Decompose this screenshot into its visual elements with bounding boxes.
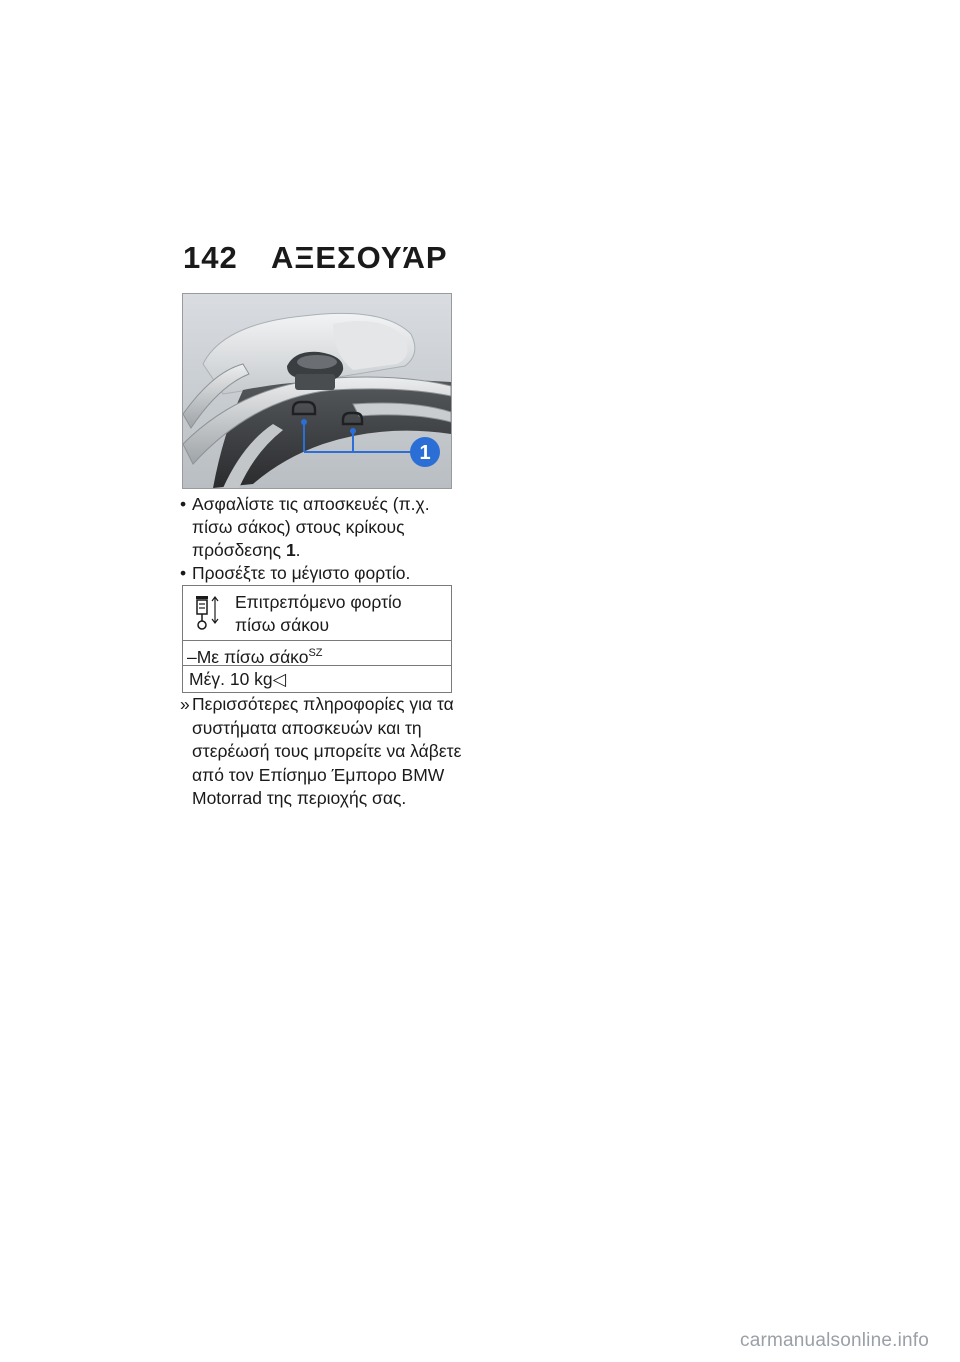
page-header (183, 240, 473, 280)
spec-condition-code: SZ (308, 647, 323, 659)
list-item (180, 493, 465, 562)
spec-table-header (183, 586, 451, 641)
instruction-list (180, 493, 465, 585)
end-marker-icon: ◁ (272, 669, 287, 689)
luggage-rack-illustration (182, 293, 452, 489)
note-marker: » (180, 694, 190, 714)
spec-title: Επιτρεπόμενο φορτίο πίσω σάκου (235, 592, 402, 635)
spec-condition (183, 641, 451, 666)
callout-label: 1 (419, 442, 431, 464)
weight-load-icon (195, 594, 219, 632)
spec-condition-text: –Με πίσω σάκο (187, 647, 309, 667)
luggage-rack-drawing (183, 294, 451, 488)
list-item-text: Προσέξτε το μέγιστο φορτίο. (192, 563, 411, 583)
list-item-text: Ασφαλίστε τις αποσκευές (π.χ. πίσω σάκος) στους κρίκους πρόσδεσης (192, 494, 430, 560)
list-item (180, 562, 465, 585)
chapter-title: ΑΞΕΣΟΥΆΡ (271, 240, 448, 275)
site-watermark: carmanualsonline.info (740, 1330, 930, 1351)
info-note (180, 693, 465, 811)
bullet-marker: • (180, 563, 187, 583)
page-number: 142 (183, 240, 238, 275)
list-item-reference: 1 (285, 540, 296, 560)
spec-value (183, 666, 451, 692)
note-text: Περισσότερες πληροφορίες για τα συστήματα αποσκευών και τη στερέωσή τους μπορείτε να λάβετε από τον Επίσημο Έμπορο BMW Motorrad της περιοχής σας. (192, 694, 462, 808)
list-item-suffix: . (295, 540, 301, 560)
spec-value-text: Μέγ. 10 kg (189, 669, 273, 689)
bullet-marker: • (180, 494, 187, 514)
load-spec-table (182, 585, 452, 693)
